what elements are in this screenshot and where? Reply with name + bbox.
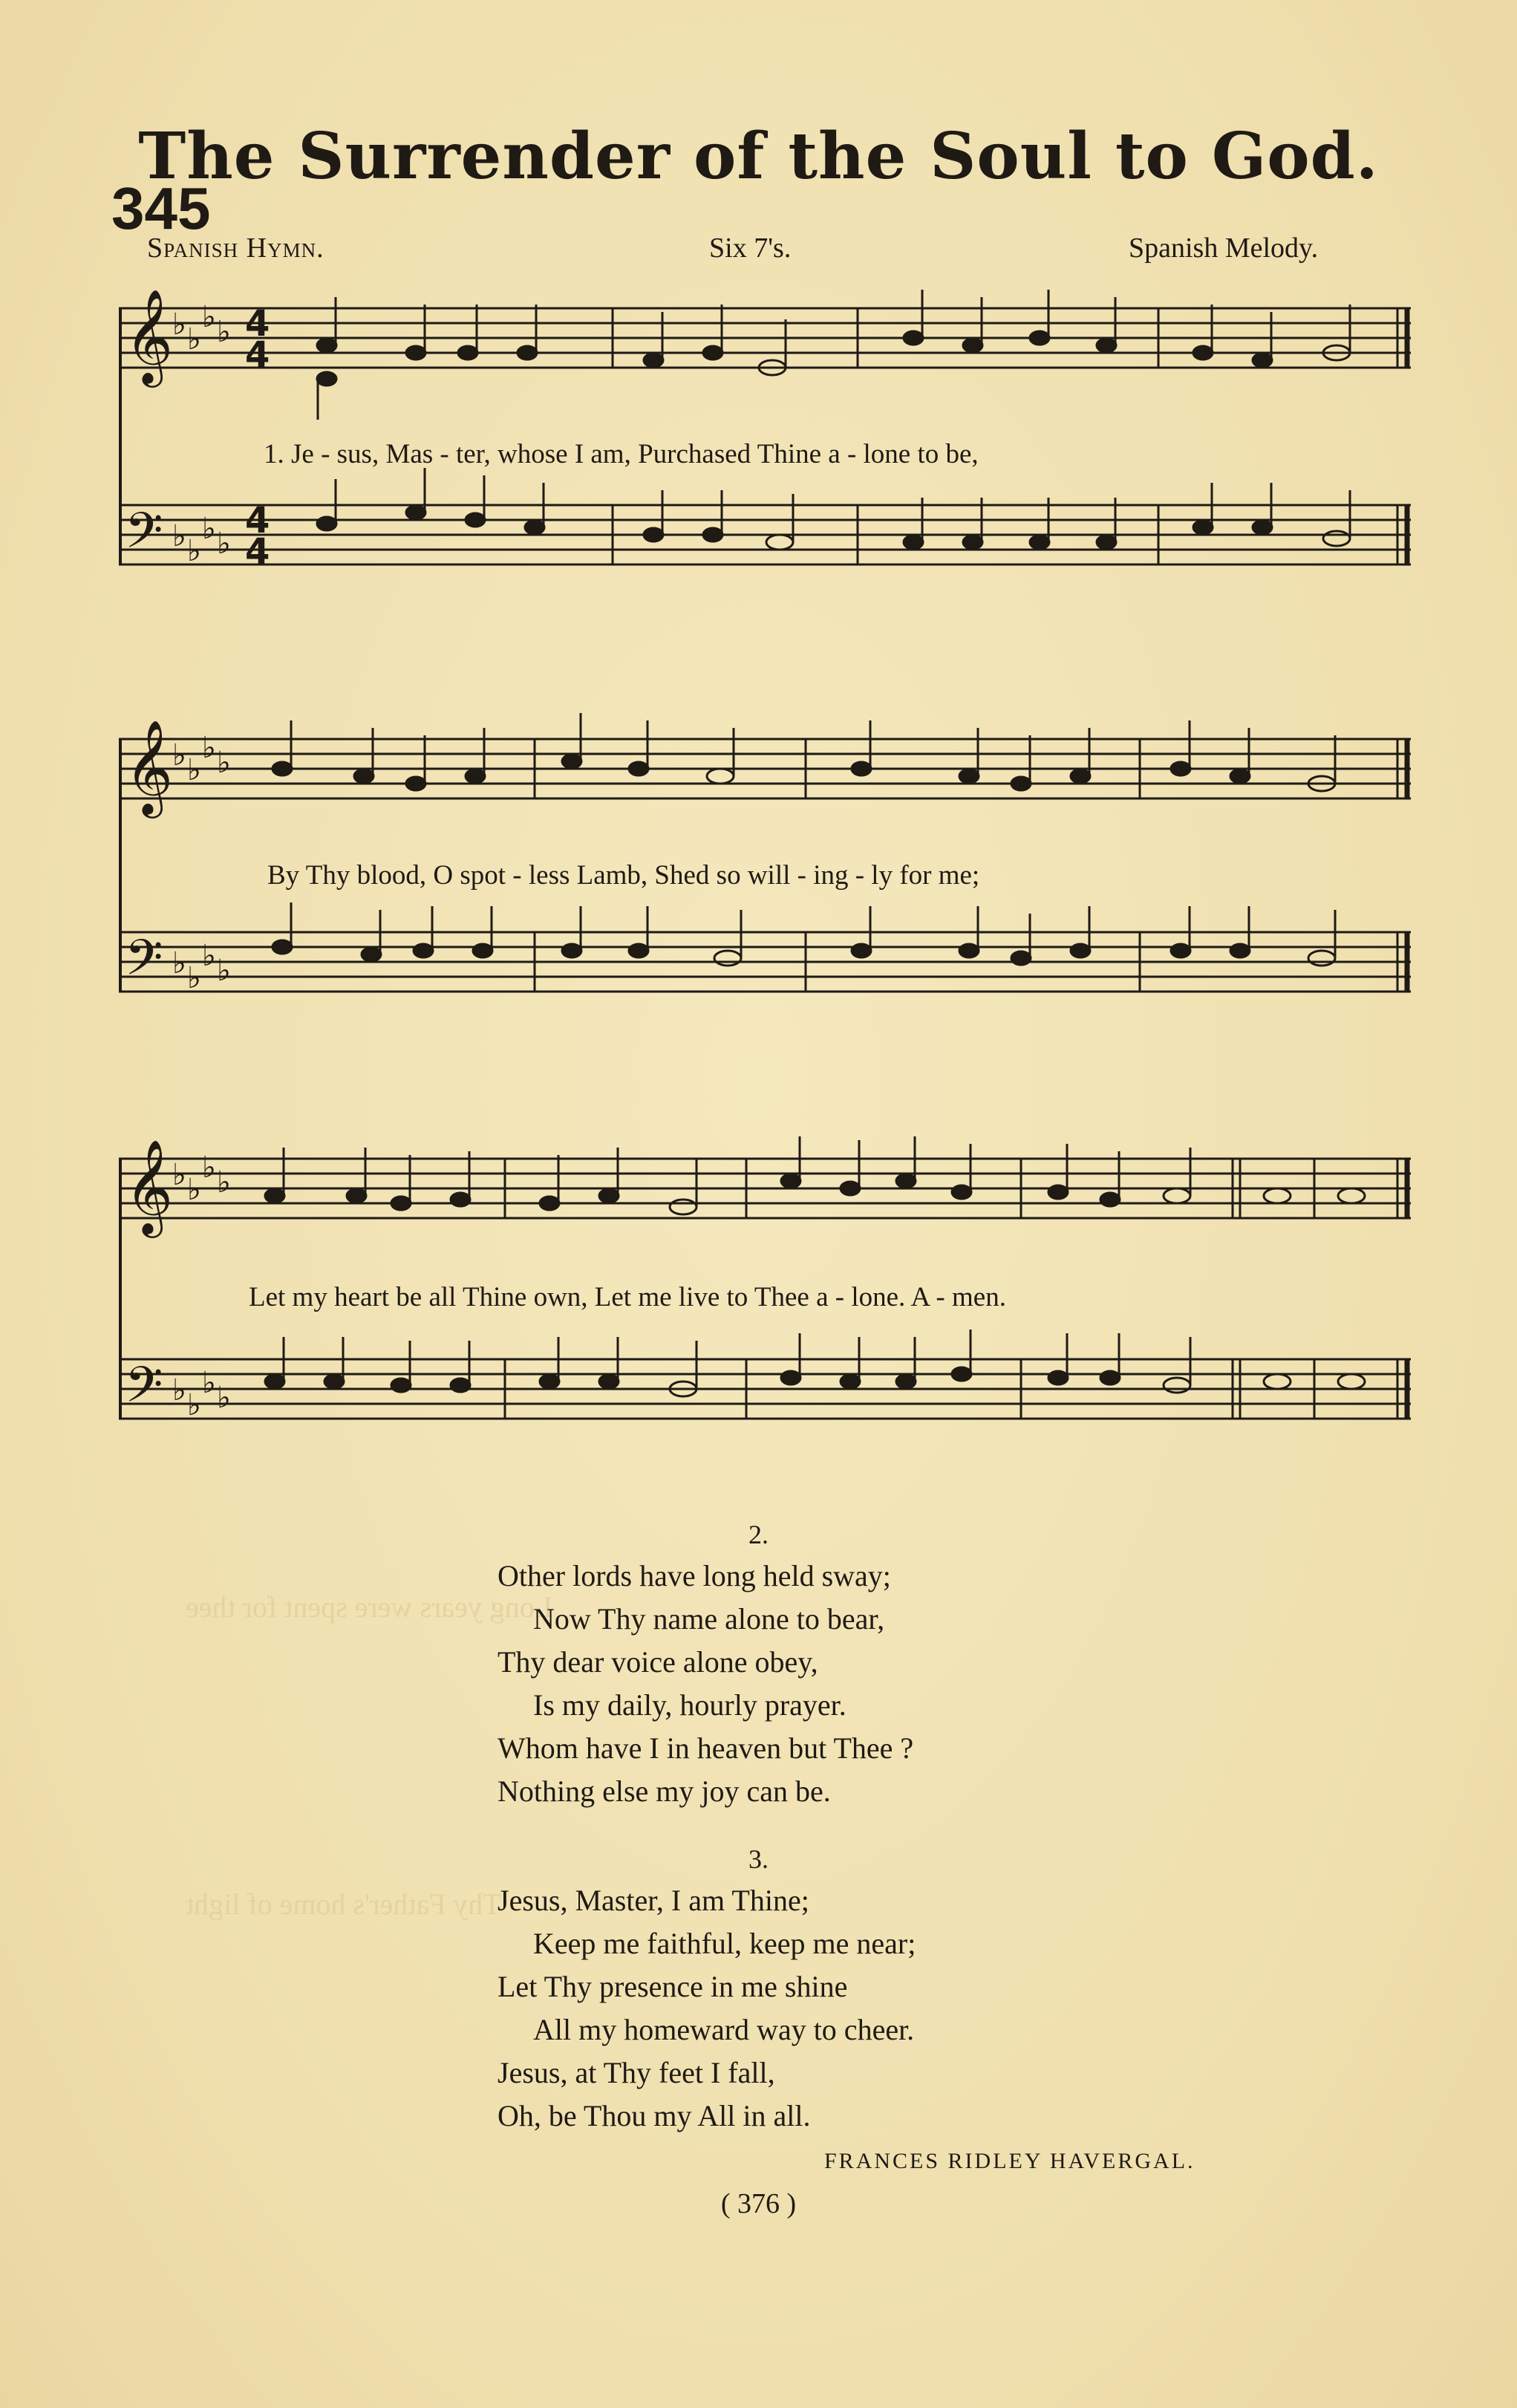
stanza-number-2: 2. <box>748 1520 769 1549</box>
stanza-3-line-2: Keep me faithful, keep me near; <box>533 1927 916 1960</box>
svg-text:♭: ♭ <box>172 1158 186 1192</box>
svg-text:♭: ♭ <box>202 1366 216 1400</box>
hymn-number: 345 <box>111 175 211 241</box>
svg-text:𝄞: 𝄞 <box>125 290 174 383</box>
svg-text:𝄢: 𝄢 <box>125 929 163 998</box>
svg-text:♭: ♭ <box>217 315 231 349</box>
svg-text:4: 4 <box>245 303 270 345</box>
stanza-2-line-6: Nothing else my joy can be. <box>497 1774 831 1808</box>
svg-text:♭: ♭ <box>172 307 186 342</box>
svg-text:♭: ♭ <box>187 753 201 787</box>
lyric-line-2: By Thy blood, O spot - less Lamb, Shed so will - ing - ly for me; <box>267 860 980 891</box>
svg-text:♭: ♭ <box>172 519 186 553</box>
stanza-2-line-3: Thy dear voice alone obey, <box>497 1645 818 1679</box>
lyric-line-1: 1. Je - sus, Mas - ter, whose I am, Purchased Thine a - lone to be, <box>264 439 979 469</box>
svg-text:♭: ♭ <box>217 1381 231 1415</box>
bleed-through: Thy Father's home of light <box>186 1887 501 1921</box>
svg-text:♭: ♭ <box>187 322 201 357</box>
stanza-3-line-1: Jesus, Master, I am Thine; <box>497 1884 809 1917</box>
svg-text:♭: ♭ <box>202 512 216 546</box>
bleed-through: Long years were spent for thee <box>186 1590 553 1624</box>
stanza-2-line-4: Is my daily, hourly prayer. <box>533 1688 846 1722</box>
svg-text:𝄢: 𝄢 <box>125 1356 163 1425</box>
svg-text:♭: ♭ <box>187 1388 201 1422</box>
svg-text:𝄢: 𝄢 <box>125 502 163 571</box>
stanza-2-line-5: Whom have I in heaven but Thee ? <box>497 1731 914 1765</box>
stanza-number-3: 3. <box>748 1844 769 1874</box>
svg-text:4: 4 <box>245 500 270 541</box>
svg-text:♭: ♭ <box>217 954 231 988</box>
svg-text:♭: ♭ <box>172 738 186 772</box>
svg-text:♭: ♭ <box>202 300 216 334</box>
stanza-3-line-4: All my homeward way to cheer. <box>533 2013 915 2046</box>
stanza-2-line-1: Other lords have long held sway; <box>497 1559 891 1592</box>
svg-text:♭: ♭ <box>217 1165 231 1200</box>
svg-text:♭: ♭ <box>187 534 201 568</box>
svg-text:♭: ♭ <box>202 939 216 973</box>
stanza-2-line-2: Now Thy name alone to bear, <box>533 1602 885 1636</box>
page-number: ( 376 ) <box>720 2188 797 2219</box>
svg-text:𝄞: 𝄞 <box>125 719 174 814</box>
music-system-3 <box>119 1136 1411 1486</box>
author-credit: FRANCES RIDLEY HAVERGAL. <box>824 2149 1195 2173</box>
svg-text:♭: ♭ <box>217 746 231 780</box>
hymn-title: The Surrender of the Soul to God. <box>138 119 1379 194</box>
music-system-1 <box>119 290 1411 624</box>
meter: Six 7's. <box>709 232 792 264</box>
svg-text:♭: ♭ <box>187 961 201 995</box>
stanza-3-line-5: Jesus, at Thy feet I fall, <box>497 2056 775 2089</box>
tune-name: Spanish Hymn. <box>147 232 324 264</box>
svg-text:♭: ♭ <box>202 1151 216 1185</box>
music-system-2 <box>119 713 1411 1055</box>
stanza-3-line-3: Let Thy presence in me shine <box>497 1970 848 2003</box>
composer: Spanish Melody. <box>1129 232 1319 264</box>
stanza-3-line-6: Oh, be Thou my All in all. <box>497 2099 811 2132</box>
svg-text:4: 4 <box>245 334 270 376</box>
svg-text:♭: ♭ <box>217 527 231 561</box>
svg-text:♭: ♭ <box>172 1373 186 1408</box>
svg-text:♭: ♭ <box>187 1173 201 1207</box>
svg-text:4: 4 <box>245 531 270 573</box>
svg-text:♭: ♭ <box>202 731 216 765</box>
svg-text:𝄞: 𝄞 <box>125 1139 174 1234</box>
svg-text:♭: ♭ <box>172 946 186 980</box>
lyric-line-3: Let my heart be all Thine own, Let me live to Thee a - lone. A - men. <box>249 1282 1006 1312</box>
